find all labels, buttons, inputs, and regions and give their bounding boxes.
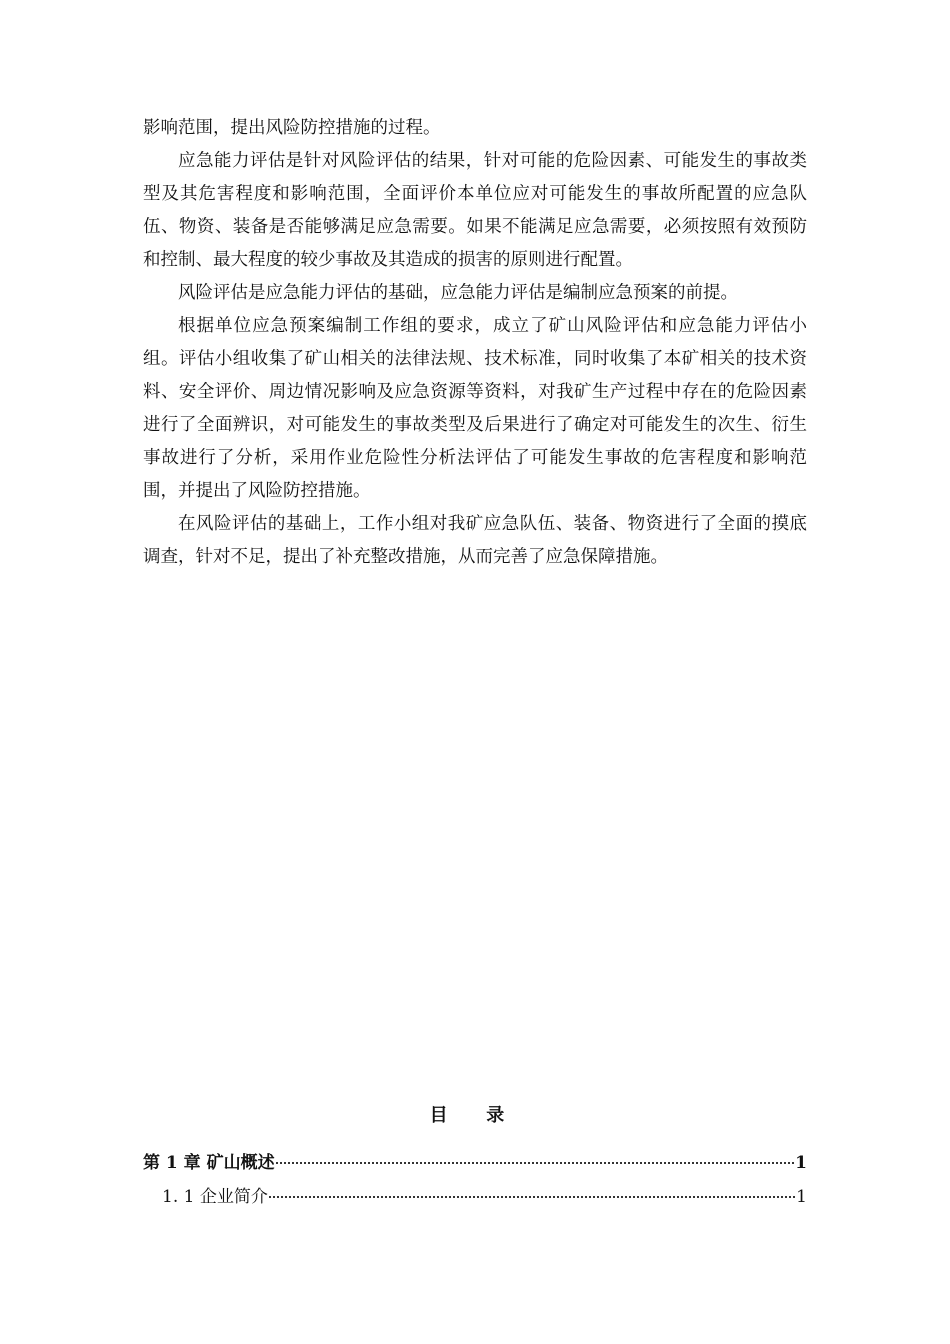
toc-entry-section-1-1[interactable] <box>162 1182 807 1207</box>
toc-entry-page: 1 <box>795 1153 807 1173</box>
toc-entry-page: 1 <box>796 1187 807 1207</box>
toc-entry-chapter-1[interactable] <box>143 1148 807 1173</box>
toc-title: 目 录 <box>429 1105 521 1126</box>
paragraph-survey: 在风险评估的基础上，工作小组对我矿应急队伍、装备、物资进行了全面的摸底调查，针对不足，提出了补充整改措施，从而完善了应急保障措施。 <box>143 514 807 567</box>
paragraph-assessment-group: 根据单位应急预案编制工作组的要求，成立了矿山风险评估和应急能力评估小组。评估小组收集了矿山相关的法律法规、技术标准，同时收集了本矿相关的技术资料、安全评价、周边情况影响及应急资源等资料，对我矿生产过程中存在的危险因素进行了全面辨识，对可能发生的事故类型及后果进行了确定对可能发生的次生、衍生事故进行了分析，采用作业危险性分析法评估了可能发生事故的危害程度和影响范围，并提出了风险防控措施。 <box>143 316 807 501</box>
paragraph-risk-basis: 风险评估是应急能力评估的基础，应急能力评估是编制应急预案的前提。 <box>178 283 738 303</box>
toc-leader-dots <box>269 1195 795 1198</box>
paragraph-emergency-capability: 应急能力评估是针对风险评估的结果，针对可能的危险因素、可能发生的事故类型及其危害程度和影响范围，全面评价本单位应对可能发生的事故所配置的应急队伍、物资、装备是否能够满足应急需要。如果不能满足应急需要，必须按照有效预防和控制、最大程度的较少事故及其造成的损害的原则进行配置。 <box>143 151 807 270</box>
paragraph-continuation: 影响范围，提出风险防控措施的过程。 <box>143 118 441 138</box>
body-text <box>143 112 807 574</box>
toc-leader-dots <box>276 1161 795 1164</box>
toc-entry-label: 第 1 章 矿山概述 <box>143 1153 275 1173</box>
toc-entry-label: 1. 1 企业简介 <box>162 1187 268 1207</box>
